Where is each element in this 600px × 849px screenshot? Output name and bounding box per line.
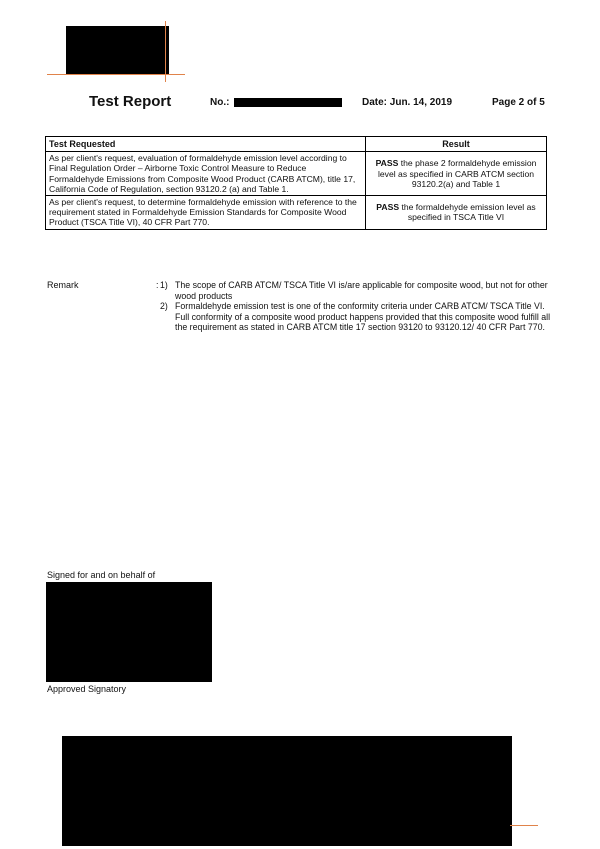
result-cell — [366, 152, 547, 196]
column-header-result: Result — [366, 137, 547, 152]
table-row — [46, 196, 547, 230]
result-cell — [366, 196, 547, 230]
redacted-logo — [66, 26, 169, 74]
page-indicator: Page 2 of 5 — [492, 97, 545, 108]
remark-colon: : — [156, 280, 159, 290]
remark-item — [160, 280, 552, 301]
remark-item-text: The scope of CARB ATCM/ TSCA Title VI is/are applicable for composite wood, but not for other wood products — [175, 280, 548, 301]
column-header-test: Test Requested — [46, 137, 366, 152]
test-requested-cell: As per client's request, to determine formaldehyde emission with reference to the requirement stated in Formaldehyde Emission Standards for Composite Wood Product (TSCA Title VI), 40 CFR Part 770. — [46, 196, 366, 230]
remark-item-text: Formaldehyde emission test is one of the conformity criteria under CARB ATCM/ TSCA Title VI. Full conformity of a composite wood product happens provided that this composite wood fulfill all the requirement as stated in CARB ATCM title 17 section 93120 to 93120.12/ 40 CFR Part 770. — [175, 301, 551, 333]
redacted-footer — [62, 736, 512, 846]
report-number-label: No.: — [210, 97, 230, 108]
remark-label: Remark — [47, 280, 79, 290]
redacted-signature — [46, 582, 212, 682]
signed-for-label: Signed for and on behalf of — [47, 570, 156, 580]
report-title: Test Report — [89, 93, 172, 110]
result-description: the phase 2 formaldehyde emission level as specified in CARB ATCM section 93120.2(a) and Table 1 — [377, 158, 537, 189]
test-results-table — [45, 136, 547, 230]
redacted-report-number — [234, 98, 342, 107]
remark-item — [160, 301, 552, 333]
remark-list — [156, 280, 552, 333]
report-date: Date: Jun. 14, 2019 — [362, 97, 453, 108]
remark-item-number: 1) — [160, 280, 168, 290]
test-requested-cell: As per client's request, evaluation of formaldehyde emission level according to Final Regulation Order – Airborne Toxic Control Measure to Reduce Formaldehyde Emissions from Composite Wood Product (CARB ATCM), title 17, California Code of Regulation, section 93120.2 (a) and Table 1. — [46, 152, 366, 196]
remark-item-number: 2) — [160, 301, 168, 312]
result-status: PASS — [376, 202, 400, 213]
footer-rule — [510, 825, 538, 826]
result-status: PASS — [375, 158, 399, 169]
table-header-row — [46, 137, 547, 152]
report-header — [0, 95, 600, 115]
approved-signatory-label: Approved Signatory — [47, 684, 127, 694]
logo-rule-vertical — [165, 21, 166, 82]
result-description: the formaldehyde emission level as specified in TSCA Title VI — [399, 202, 536, 223]
table-row — [46, 152, 547, 196]
